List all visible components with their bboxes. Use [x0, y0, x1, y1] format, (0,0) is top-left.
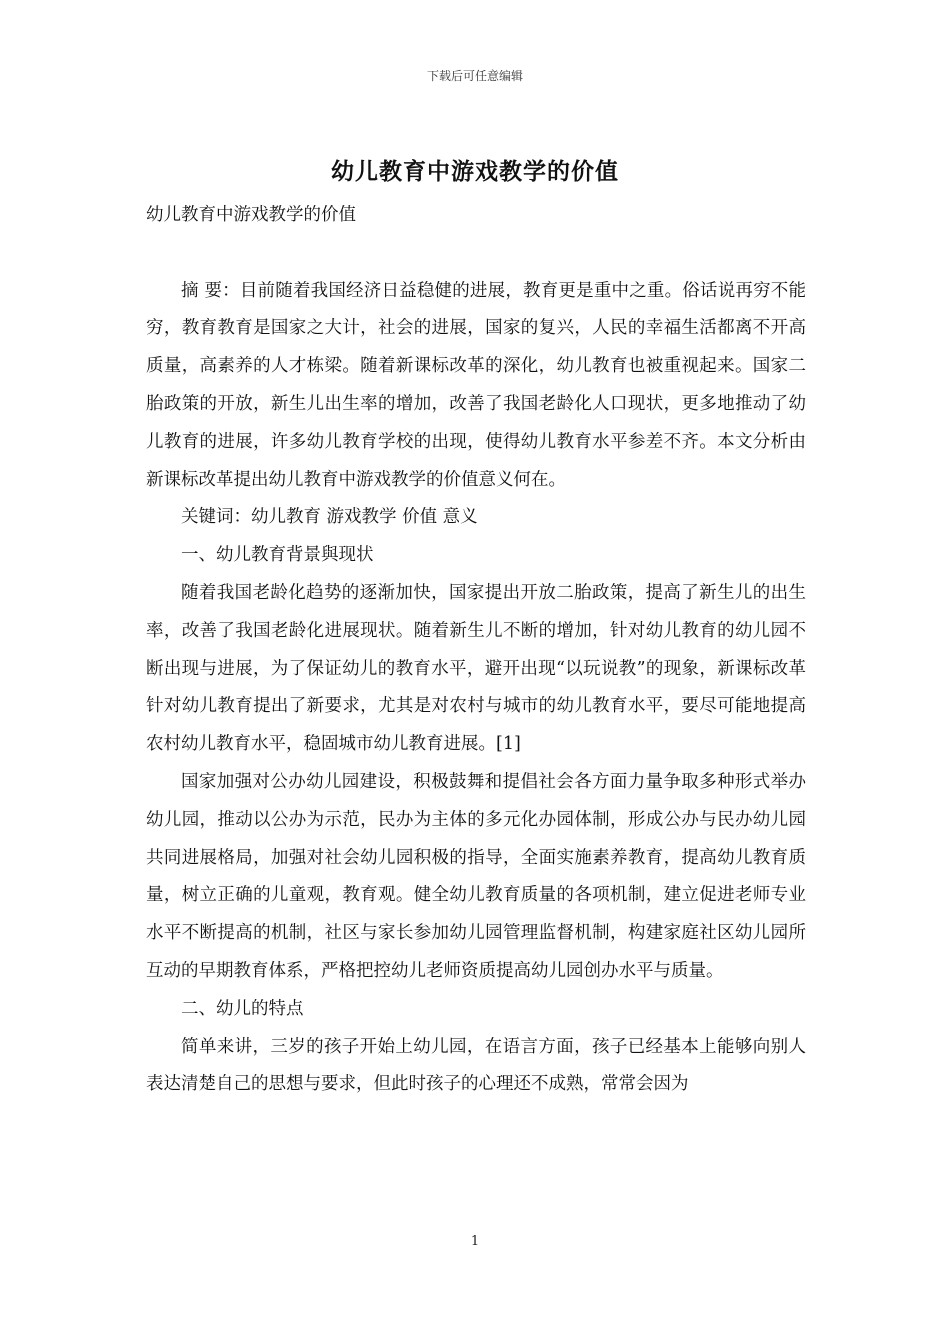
document-body — [146, 197, 806, 1104]
document-title: 幼儿教育中游戏教学的价值 — [331, 158, 619, 185]
keywords-line: 关键词：幼儿教育 游戏教学 价值 意义 — [181, 507, 478, 528]
section1-paragraph-1: 随着我国老龄化趋势的逐渐加快，国家提出开放二胎政策，提高了新生儿的出生率，改善了我国老龄化进展现状。随着新生儿不断的增加，针对幼儿教育的幼儿园不断出现与进展，为了保证幼儿的教育水平，避开出现“以玩说教”的现象，新课标改革针对幼儿教育提出了新要求，尤其是对农村与城市的幼儿教育水平，要尽可能地提高农村幼儿教育水平，稳固城市幼儿教育进展。[1] — [146, 582, 806, 755]
page-number: 1 — [470, 1234, 480, 1249]
document-subtitle: 幼儿教育中游戏教学的价值 — [146, 205, 356, 225]
section-heading-1: 一、幼儿教育背景與现状 — [181, 545, 374, 566]
section2-paragraph-1: 简单来讲，三岁的孩子开始上幼儿园，在语言方面，孩子已经基本上能够向别人表达清楚自己的思想与要求，但此时孩子的心理还不成熟，常常会因为 — [146, 1036, 806, 1095]
blank-line — [146, 235, 806, 273]
section1-paragraph-2: 国家加强对公办幼儿园建设，积极鼓舞和提倡社会各方面力量争取多种形式举办幼儿园，推动以公办为示范，民办为主体的多元化办园体制，形成公办与民办幼儿园共同进展格局，加强对社会幼儿园积极的指导，全面实施素养教育，提高幼儿教育质量，树立正确的儿童观，教育观。健全幼儿教育质量的各项机制，建立促进老师专业水平不断提高的机制，社区与家长参加幼儿园管理监督机制，构建家庭社区幼儿园所互动的早期教育体系，严格把控幼儿老师资质提高幼儿园创办水平与质量。 — [146, 771, 806, 981]
section-heading-2: 二、幼儿的特点 — [181, 998, 304, 1019]
header-note: 下载后可任意编辑 — [426, 69, 523, 83]
abstract-paragraph: 摘 要：目前随着我国经济日益稳健的进展，教育更是重中之重。俗话说再穷不能穷，教育教育是国家之大计，社会的进展，国家的复兴，人民的幸福生活都离不开高质量，高素养的人才栋梁。随着新课标改革的深化，幼儿教育也被重视起来。国家二胎政策的开放，新生儿出生率的增加，改善了我国老龄化人口现状，更多地推动了幼儿教育的进展，许多幼儿教育学校的出现，使得幼儿教育水平参差不齐。本文分析由新课标改革提出幼儿教育中游戏教学的价值意义何在。 — [146, 280, 806, 490]
